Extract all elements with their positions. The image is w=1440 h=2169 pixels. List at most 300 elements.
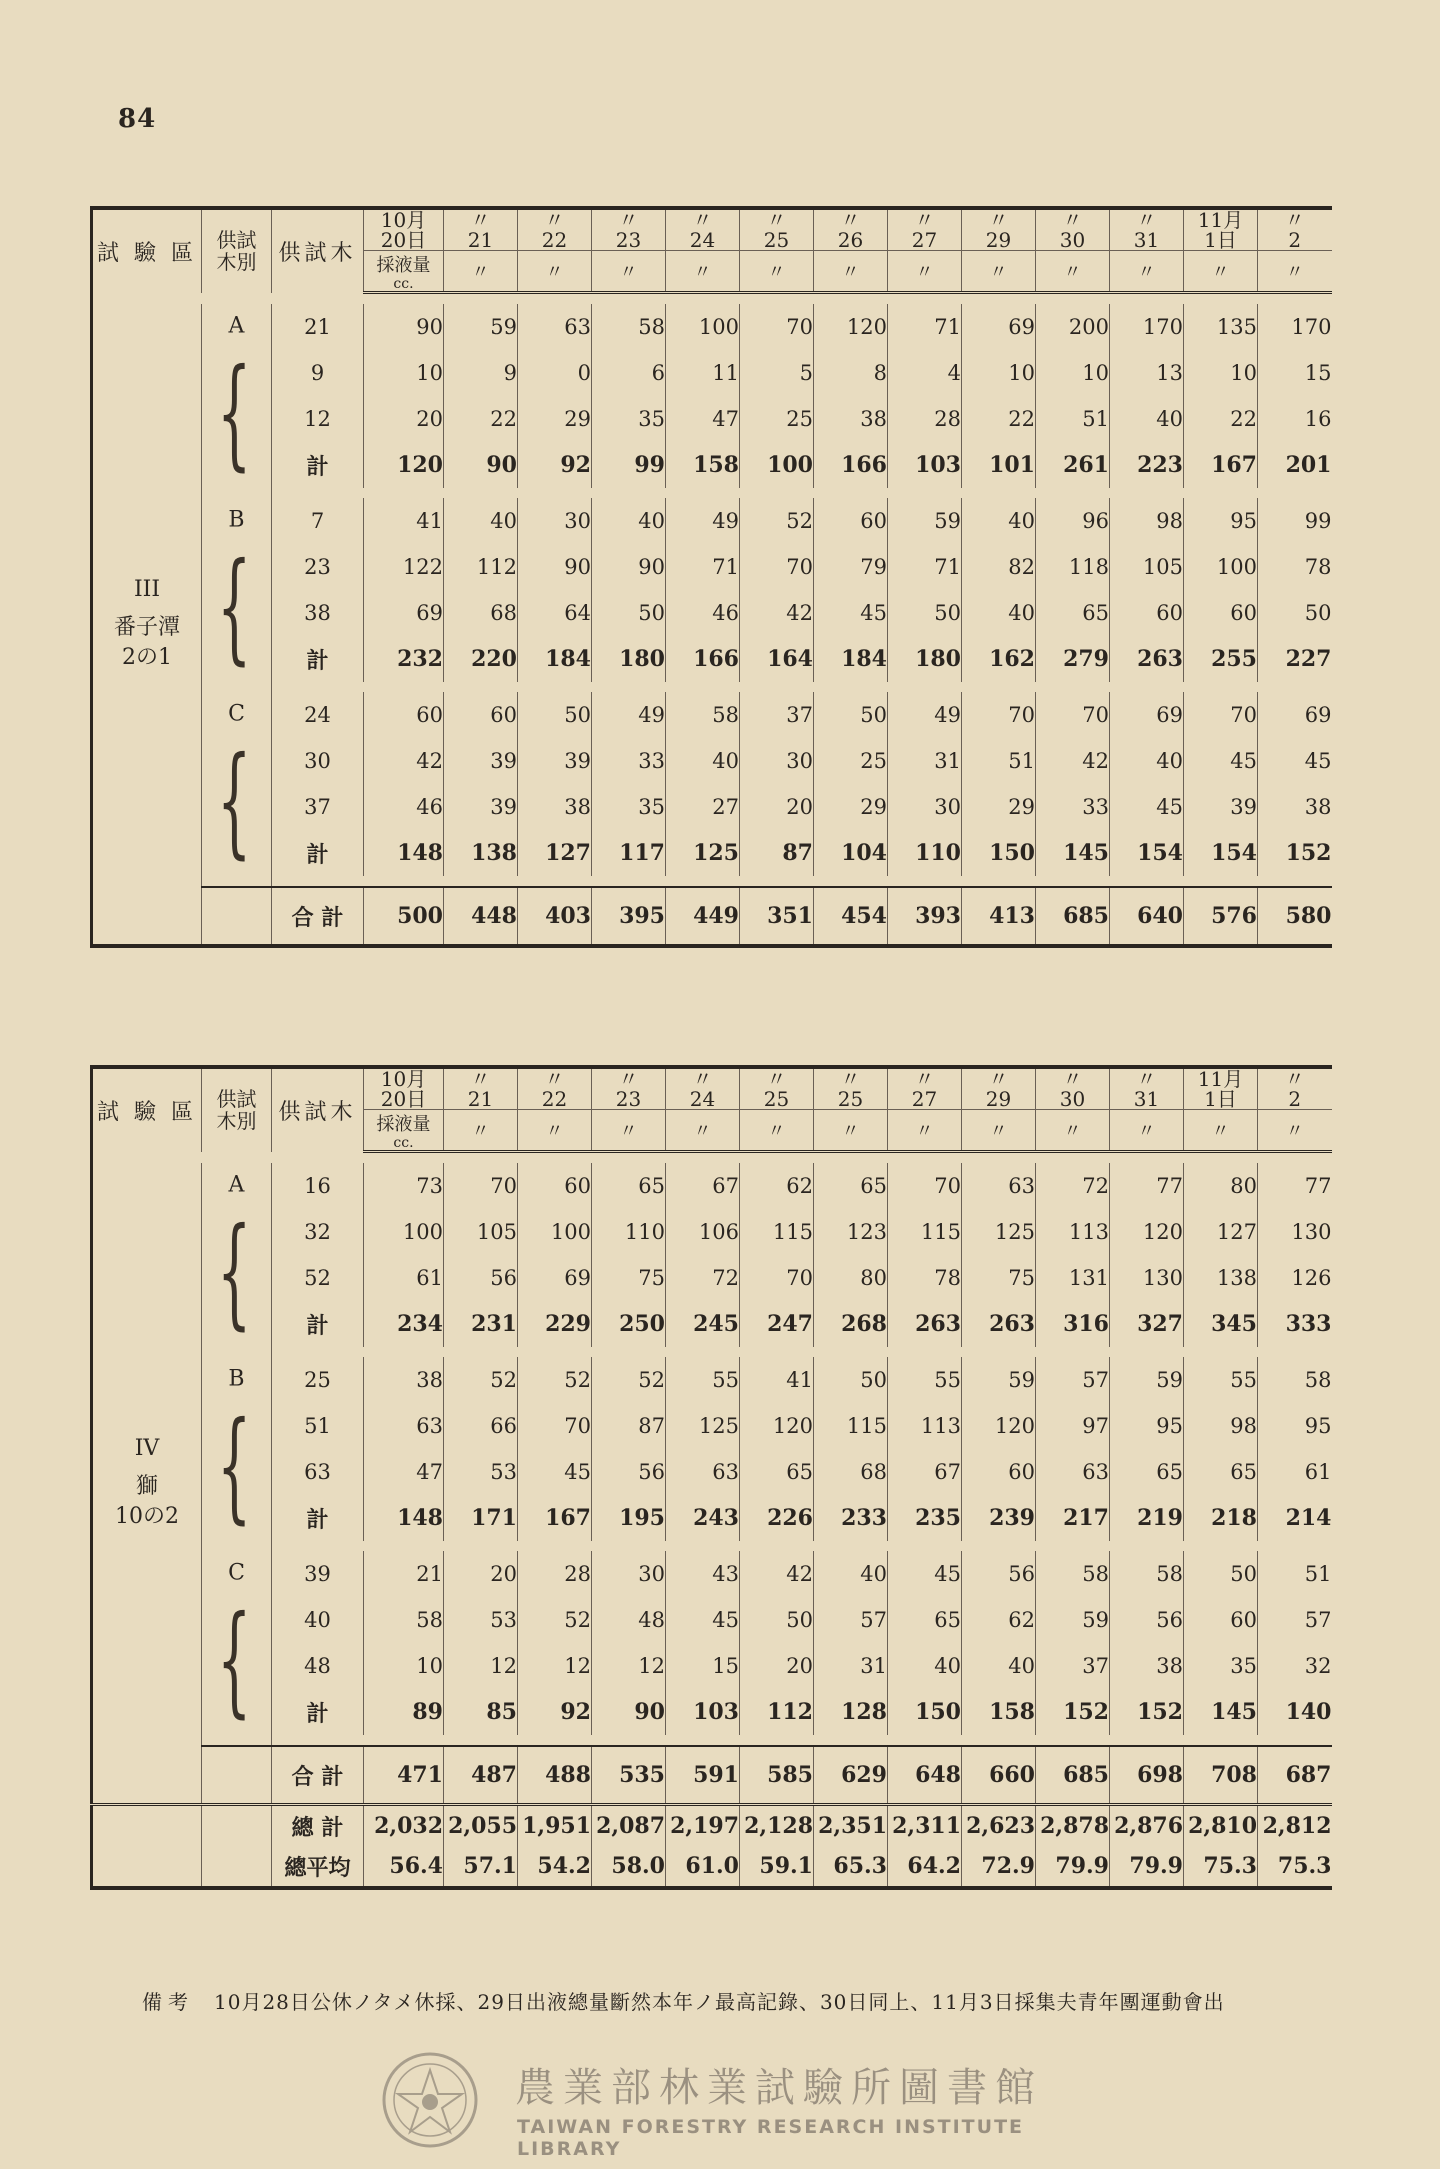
sap-value: 125: [666, 1403, 740, 1449]
sap-value: 115: [814, 1403, 888, 1449]
group-label: [202, 498, 272, 692]
table-row: [92, 396, 1332, 442]
spacer-row: [92, 876, 1332, 887]
subtotal-value: 92: [518, 442, 592, 488]
sap-value: 50: [888, 590, 962, 636]
sap-value: 56: [444, 1255, 518, 1301]
group-brace: {: [216, 1396, 252, 1536]
sap-value: 51: [962, 738, 1036, 784]
sap-value: 40: [666, 738, 740, 784]
sap-value: 73: [364, 1163, 444, 1209]
sap-value: 42: [364, 738, 444, 784]
group-label: [202, 1551, 272, 1746]
sap-value: 60: [518, 1163, 592, 1209]
header-day-date: 30: [1059, 228, 1086, 251]
sap-value: 61: [364, 1255, 444, 1301]
spacer-row: [92, 1347, 1332, 1357]
sap-value: 95: [1258, 1403, 1332, 1449]
sap-value: 70: [1036, 692, 1110, 738]
area-location: 番子潭: [113, 615, 180, 640]
header-day-month: 10月: [380, 1067, 427, 1091]
tree-id: 30: [272, 738, 364, 784]
spacer-row: [92, 488, 1332, 498]
sap-value: 58: [1258, 1357, 1332, 1403]
header-day-date: 29: [985, 228, 1012, 251]
sap-value: 115: [740, 1209, 814, 1255]
test-area-label: [92, 304, 202, 946]
sap-value: 120: [1110, 1209, 1184, 1255]
ditto-mark: 〃: [444, 251, 518, 293]
group-brace: {: [216, 537, 252, 677]
sap-value: 65: [814, 1163, 888, 1209]
spacer-row: [92, 293, 1332, 305]
subtotal-value: 217: [1036, 1495, 1110, 1541]
sap-value: 68: [814, 1449, 888, 1495]
ditto-mark: 〃: [888, 1110, 962, 1152]
sap-value: 59: [962, 1357, 1036, 1403]
sap-value: 39: [444, 784, 518, 830]
tree-id: 23: [272, 544, 364, 590]
sap-value: 63: [666, 1449, 740, 1495]
sap-value: 20: [364, 396, 444, 442]
total-value: 471: [364, 1746, 444, 1805]
table-row: [92, 590, 1332, 636]
header-day: [962, 208, 1036, 251]
sap-value: 10: [962, 350, 1036, 396]
subtotal-value: 263: [962, 1301, 1036, 1347]
header-day-date: 21: [467, 1087, 494, 1110]
subtotal-value: 154: [1110, 830, 1184, 876]
sap-value: 65: [592, 1163, 666, 1209]
header-group: [202, 1067, 272, 1152]
total-value: 413: [962, 887, 1036, 946]
sap-value: 50: [592, 590, 666, 636]
subtotal-value: 154: [1184, 830, 1258, 876]
ditto-mark: 〃: [1136, 208, 1157, 232]
ditto-mark: 〃: [470, 208, 491, 232]
sap-value: 120: [740, 1403, 814, 1449]
sap-value: 32: [1258, 1643, 1332, 1689]
subtotal-value: 250: [592, 1301, 666, 1347]
ditto-mark: 〃: [1036, 251, 1110, 293]
total-value: 685: [1036, 887, 1110, 946]
sap-value: 90: [518, 544, 592, 590]
remarks: [142, 1986, 1225, 2015]
sap-value: 98: [1110, 498, 1184, 544]
ditto-mark: 〃: [692, 1067, 713, 1091]
sap-value: 50: [814, 1357, 888, 1403]
subtotal-value: 166: [814, 442, 888, 488]
sap-value: 130: [1110, 1255, 1184, 1301]
subtotal-value: 195: [592, 1495, 666, 1541]
sap-value: 52: [444, 1357, 518, 1403]
sap-value: 68: [444, 590, 518, 636]
sap-value: 40: [962, 1643, 1036, 1689]
sap-value: 45: [814, 590, 888, 636]
subtotal-value: 158: [962, 1689, 1036, 1735]
sap-value: 49: [888, 692, 962, 738]
sap-value: 25: [740, 396, 814, 442]
total-value: 648: [888, 1746, 962, 1805]
subtotal-value: 148: [364, 830, 444, 876]
sap-value: 39: [444, 738, 518, 784]
ditto-mark: 〃: [814, 251, 888, 293]
table-row: [92, 1163, 1332, 1209]
table-row: [92, 304, 1332, 350]
sap-value: 70: [888, 1163, 962, 1209]
sap-value: 20: [740, 1643, 814, 1689]
sap-value: 80: [814, 1255, 888, 1301]
total-value: 580: [1258, 887, 1332, 946]
sap-value: 38: [518, 784, 592, 830]
subtotal-value: 227: [1258, 636, 1332, 682]
sap-value: 29: [518, 396, 592, 442]
subtotal-value: 333: [1258, 1301, 1332, 1347]
subtotal-row: [92, 1689, 1332, 1735]
spacer-row: [92, 1735, 1332, 1746]
sap-value: 39: [518, 738, 592, 784]
tree-id: 51: [272, 1403, 364, 1449]
subtotal-value: 316: [1036, 1301, 1110, 1347]
remarks-label: 備考: [142, 1990, 194, 2014]
sap-value: 20: [740, 784, 814, 830]
sap-value: 37: [1036, 1643, 1110, 1689]
sap-value: 55: [888, 1357, 962, 1403]
sap-value: 31: [814, 1643, 888, 1689]
sap-value: 75: [962, 1255, 1036, 1301]
header-day-date: 20日: [380, 228, 427, 251]
subtotal-value: 263: [888, 1301, 962, 1347]
sap-value: 70: [444, 1163, 518, 1209]
subtotal-value: 235: [888, 1495, 962, 1541]
ditto-mark: 〃: [962, 1110, 1036, 1152]
ditto-mark: 〃: [766, 208, 787, 232]
sap-value: 71: [888, 304, 962, 350]
group-brace: {: [216, 731, 252, 871]
sap-value: 113: [1036, 1209, 1110, 1255]
sap-value: 60: [814, 498, 888, 544]
sap-value: 47: [666, 396, 740, 442]
sap-value: 63: [962, 1163, 1036, 1209]
ditto-mark: 〃: [1110, 1110, 1184, 1152]
header-day: [1036, 1067, 1110, 1110]
sap-value: 65: [1184, 1449, 1258, 1495]
grand-total-value: 2,876: [1110, 1805, 1184, 1847]
tree-id: 16: [272, 1163, 364, 1209]
sap-value: 45: [888, 1551, 962, 1597]
subtotal-value: 219: [1110, 1495, 1184, 1541]
subtotal-value: 234: [364, 1301, 444, 1347]
header-day: [814, 208, 888, 251]
total-value: 687: [1258, 1746, 1332, 1805]
sap-value: 12: [518, 1643, 592, 1689]
ditto-mark: 〃: [592, 1110, 666, 1152]
total-value: 591: [666, 1746, 740, 1805]
sap-value: 65: [740, 1449, 814, 1495]
sap-value: 70: [740, 1255, 814, 1301]
header-row: [92, 1067, 1332, 1110]
subtotal-value: 279: [1036, 636, 1110, 682]
subtotal-value: 92: [518, 1689, 592, 1735]
sap-value: 70: [962, 692, 1036, 738]
subtotal-value: 218: [1184, 1495, 1258, 1541]
spacer-row: [92, 1152, 1332, 1164]
group-letter: C: [228, 701, 245, 727]
ditto-mark: 〃: [544, 208, 565, 232]
header-day: [592, 1067, 666, 1110]
grand-average-value: 58.0: [592, 1846, 666, 1888]
sap-value: 38: [814, 396, 888, 442]
header-day-date: 23: [615, 1087, 642, 1110]
subtotal-value: 345: [1184, 1301, 1258, 1347]
subtotal-value: 167: [518, 1495, 592, 1541]
sap-value: 22: [444, 396, 518, 442]
table-row: [92, 1255, 1332, 1301]
sap-value: 135: [1184, 304, 1258, 350]
table-row: [92, 1209, 1332, 1255]
sap-value: 31: [888, 738, 962, 784]
total-value: 698: [1110, 1746, 1184, 1805]
subtotal-value: 87: [740, 830, 814, 876]
tree-id: 9: [272, 350, 364, 396]
group-brace: {: [216, 343, 252, 483]
header-day-date: 30: [1059, 1087, 1086, 1110]
total-value: 488: [518, 1746, 592, 1805]
total-value: 351: [740, 887, 814, 946]
tree-id: 37: [272, 784, 364, 830]
grand-total-value: 2,623: [962, 1805, 1036, 1847]
sap-value: 113: [888, 1403, 962, 1449]
sap-value: 87: [592, 1403, 666, 1449]
tree-id: 21: [272, 304, 364, 350]
sap-value: 62: [740, 1163, 814, 1209]
sap-value: 35: [592, 396, 666, 442]
subtotal-value: 101: [962, 442, 1036, 488]
total-value: 395: [592, 887, 666, 946]
sap-value: 35: [592, 784, 666, 830]
grand-total-value: 2,812: [1258, 1805, 1332, 1847]
header-group-line1: 供試: [216, 1087, 257, 1112]
sap-value: 52: [740, 498, 814, 544]
sap-value: 50: [1184, 1551, 1258, 1597]
subtotal-label: 計: [272, 1495, 364, 1541]
header-day: [1110, 208, 1184, 251]
header-day-date: 1日: [1204, 1087, 1237, 1110]
table-row: [92, 692, 1332, 738]
sap-value: 45: [1110, 784, 1184, 830]
sap-value: 30: [518, 498, 592, 544]
total-value: 449: [666, 887, 740, 946]
sap-value: 72: [1036, 1163, 1110, 1209]
subtotal-value: 148: [364, 1495, 444, 1541]
ditto-mark: 〃: [1110, 251, 1184, 293]
library-name-en: TAIWAN FORESTRY RESEARCH INSTITUTE LIBRARY: [517, 2116, 1025, 2160]
grand-average-value: 79.9: [1110, 1846, 1184, 1888]
sap-value: 127: [1184, 1209, 1258, 1255]
subtotal-row: [92, 1301, 1332, 1347]
sap-value: 8: [814, 350, 888, 396]
subtotal-value: 201: [1258, 442, 1332, 488]
tree-id: 32: [272, 1209, 364, 1255]
sap-value: 63: [1036, 1449, 1110, 1495]
sap-value: 30: [888, 784, 962, 830]
sap-value: 38: [1110, 1643, 1184, 1689]
sap-value: 170: [1110, 304, 1184, 350]
table-row: [92, 1357, 1332, 1403]
subtotal-value: 100: [740, 442, 814, 488]
library-watermark: [380, 2050, 1080, 2160]
header-day-month: 11月: [1197, 1067, 1244, 1091]
sap-value: 56: [1110, 1597, 1184, 1643]
sap-value: 10: [1036, 350, 1110, 396]
sap-value: 39: [1184, 784, 1258, 830]
ditto-mark: 〃: [1184, 251, 1258, 293]
sap-value: 16: [1258, 396, 1332, 442]
header-day: [1036, 208, 1110, 251]
sap-value: 20: [444, 1551, 518, 1597]
sap-value: 45: [666, 1597, 740, 1643]
tree-id: 48: [272, 1643, 364, 1689]
grand-total-value: 2,128: [740, 1805, 814, 1847]
subtotal-value: 232: [364, 636, 444, 682]
tree-id: 7: [272, 498, 364, 544]
sap-value: 42: [740, 1551, 814, 1597]
sap-value: 56: [962, 1551, 1036, 1597]
subtotal-value: 158: [666, 442, 740, 488]
header-day: [444, 1067, 518, 1110]
sap-value: 55: [1184, 1357, 1258, 1403]
total-value: 660: [962, 1746, 1036, 1805]
header-day-date: 21: [467, 228, 494, 251]
ditto-mark: 〃: [1136, 1067, 1157, 1091]
test-area-label: [92, 1163, 202, 1805]
grand-average-value: 57.1: [444, 1846, 518, 1888]
subtotal-value: 180: [888, 636, 962, 682]
sap-value: 37: [740, 692, 814, 738]
sap-value: 69: [962, 304, 1036, 350]
sap-value: 40: [962, 590, 1036, 636]
subtotal-label: 計: [272, 1301, 364, 1347]
subtotal-value: 103: [888, 442, 962, 488]
total-value: 393: [888, 887, 962, 946]
sap-value: 50: [814, 692, 888, 738]
total-label: 合 計: [272, 887, 364, 946]
sap-value: 43: [666, 1551, 740, 1597]
subtotal-value: 261: [1036, 442, 1110, 488]
ditto-mark: 〃: [470, 1067, 491, 1091]
group-letter: C: [228, 1560, 245, 1586]
sap-value: 42: [1036, 738, 1110, 784]
ditto-mark: 〃: [914, 208, 935, 232]
total-value: 535: [592, 1746, 666, 1805]
subtotal-value: 166: [666, 636, 740, 682]
sap-value: 70: [1184, 692, 1258, 738]
sap-value: 64: [518, 590, 592, 636]
sap-value: 28: [518, 1551, 592, 1597]
sap-value: 63: [364, 1403, 444, 1449]
sap-value: 59: [1036, 1597, 1110, 1643]
ditto-mark: 〃: [1062, 1067, 1083, 1091]
remarks-text: 10月28日公休ノタメ休採、29日出液總量斷然本年ノ最高記錄、30日同上、11月3日採集夫青年團運動會出: [214, 1990, 1225, 2014]
header-day-date: 2: [1288, 228, 1302, 251]
sap-value: 10: [364, 350, 444, 396]
header-sap-cc: cc.: [393, 1135, 414, 1151]
subtotal-value: 138: [444, 830, 518, 876]
sap-value: 41: [740, 1357, 814, 1403]
ditto-mark: 〃: [1062, 208, 1083, 232]
table-row: [92, 1449, 1332, 1495]
sap-value: 126: [1258, 1255, 1332, 1301]
subtotal-value: 150: [888, 1689, 962, 1735]
library-seal-icon: [380, 2050, 480, 2150]
group-letter: B: [228, 1366, 245, 1392]
header-day: [592, 208, 666, 251]
sap-value: 112: [444, 544, 518, 590]
header-day-date: 25: [837, 1087, 864, 1110]
subtotal-value: 268: [814, 1301, 888, 1347]
subtotal-label: 計: [272, 830, 364, 876]
group-letter: A: [228, 313, 245, 339]
header-day: [888, 208, 962, 251]
sap-value: 69: [1258, 692, 1332, 738]
sap-value: 60: [1184, 1597, 1258, 1643]
ditto-mark: 〃: [592, 251, 666, 293]
sap-value: 11: [666, 350, 740, 396]
sap-value: 65: [1110, 1449, 1184, 1495]
ditto-mark: 〃: [740, 251, 814, 293]
subtotal-value: 89: [364, 1689, 444, 1735]
sap-value: 99: [1258, 498, 1332, 544]
sap-value: 51: [1258, 1551, 1332, 1597]
total-row: [92, 1746, 1332, 1805]
sap-value: 59: [444, 304, 518, 350]
tree-id: 52: [272, 1255, 364, 1301]
subtotal-value: 255: [1184, 636, 1258, 682]
sap-value: 62: [962, 1597, 1036, 1643]
total-value: 685: [1036, 1746, 1110, 1805]
header-day-date: 2: [1288, 1087, 1302, 1110]
ditto-mark: 〃: [518, 1110, 592, 1152]
ditto-mark: 〃: [1184, 1110, 1258, 1152]
sap-value: 49: [666, 498, 740, 544]
sap-value: 35: [1184, 1643, 1258, 1689]
sap-value: 130: [1258, 1209, 1332, 1255]
group-label: [202, 692, 272, 887]
sap-value: 67: [888, 1449, 962, 1495]
subtotal-label: 計: [272, 636, 364, 682]
sap-value: 66: [444, 1403, 518, 1449]
sap-value: 106: [666, 1209, 740, 1255]
grand-total-value: 1,951: [518, 1805, 592, 1847]
sap-value: 53: [444, 1597, 518, 1643]
header-sap-cc: cc.: [393, 276, 414, 292]
header-day-date: 1日: [1204, 228, 1237, 251]
ditto-mark: 〃: [1284, 208, 1305, 232]
ditto-mark: 〃: [1036, 1110, 1110, 1152]
ditto-mark: 〃: [692, 208, 713, 232]
header-tree: 供試木: [272, 1067, 364, 1152]
sap-value: 0: [518, 350, 592, 396]
grand-average-row: [92, 1846, 1332, 1888]
header-day-date: 31: [1133, 1087, 1160, 1110]
sap-value: 69: [364, 590, 444, 636]
subtotal-value: 85: [444, 1689, 518, 1735]
total-label: 合 計: [272, 1746, 364, 1805]
ditto-mark: 〃: [666, 251, 740, 293]
sap-value: 100: [666, 304, 740, 350]
sap-value: 98: [1184, 1403, 1258, 1449]
ditto-mark: 〃: [444, 1110, 518, 1152]
